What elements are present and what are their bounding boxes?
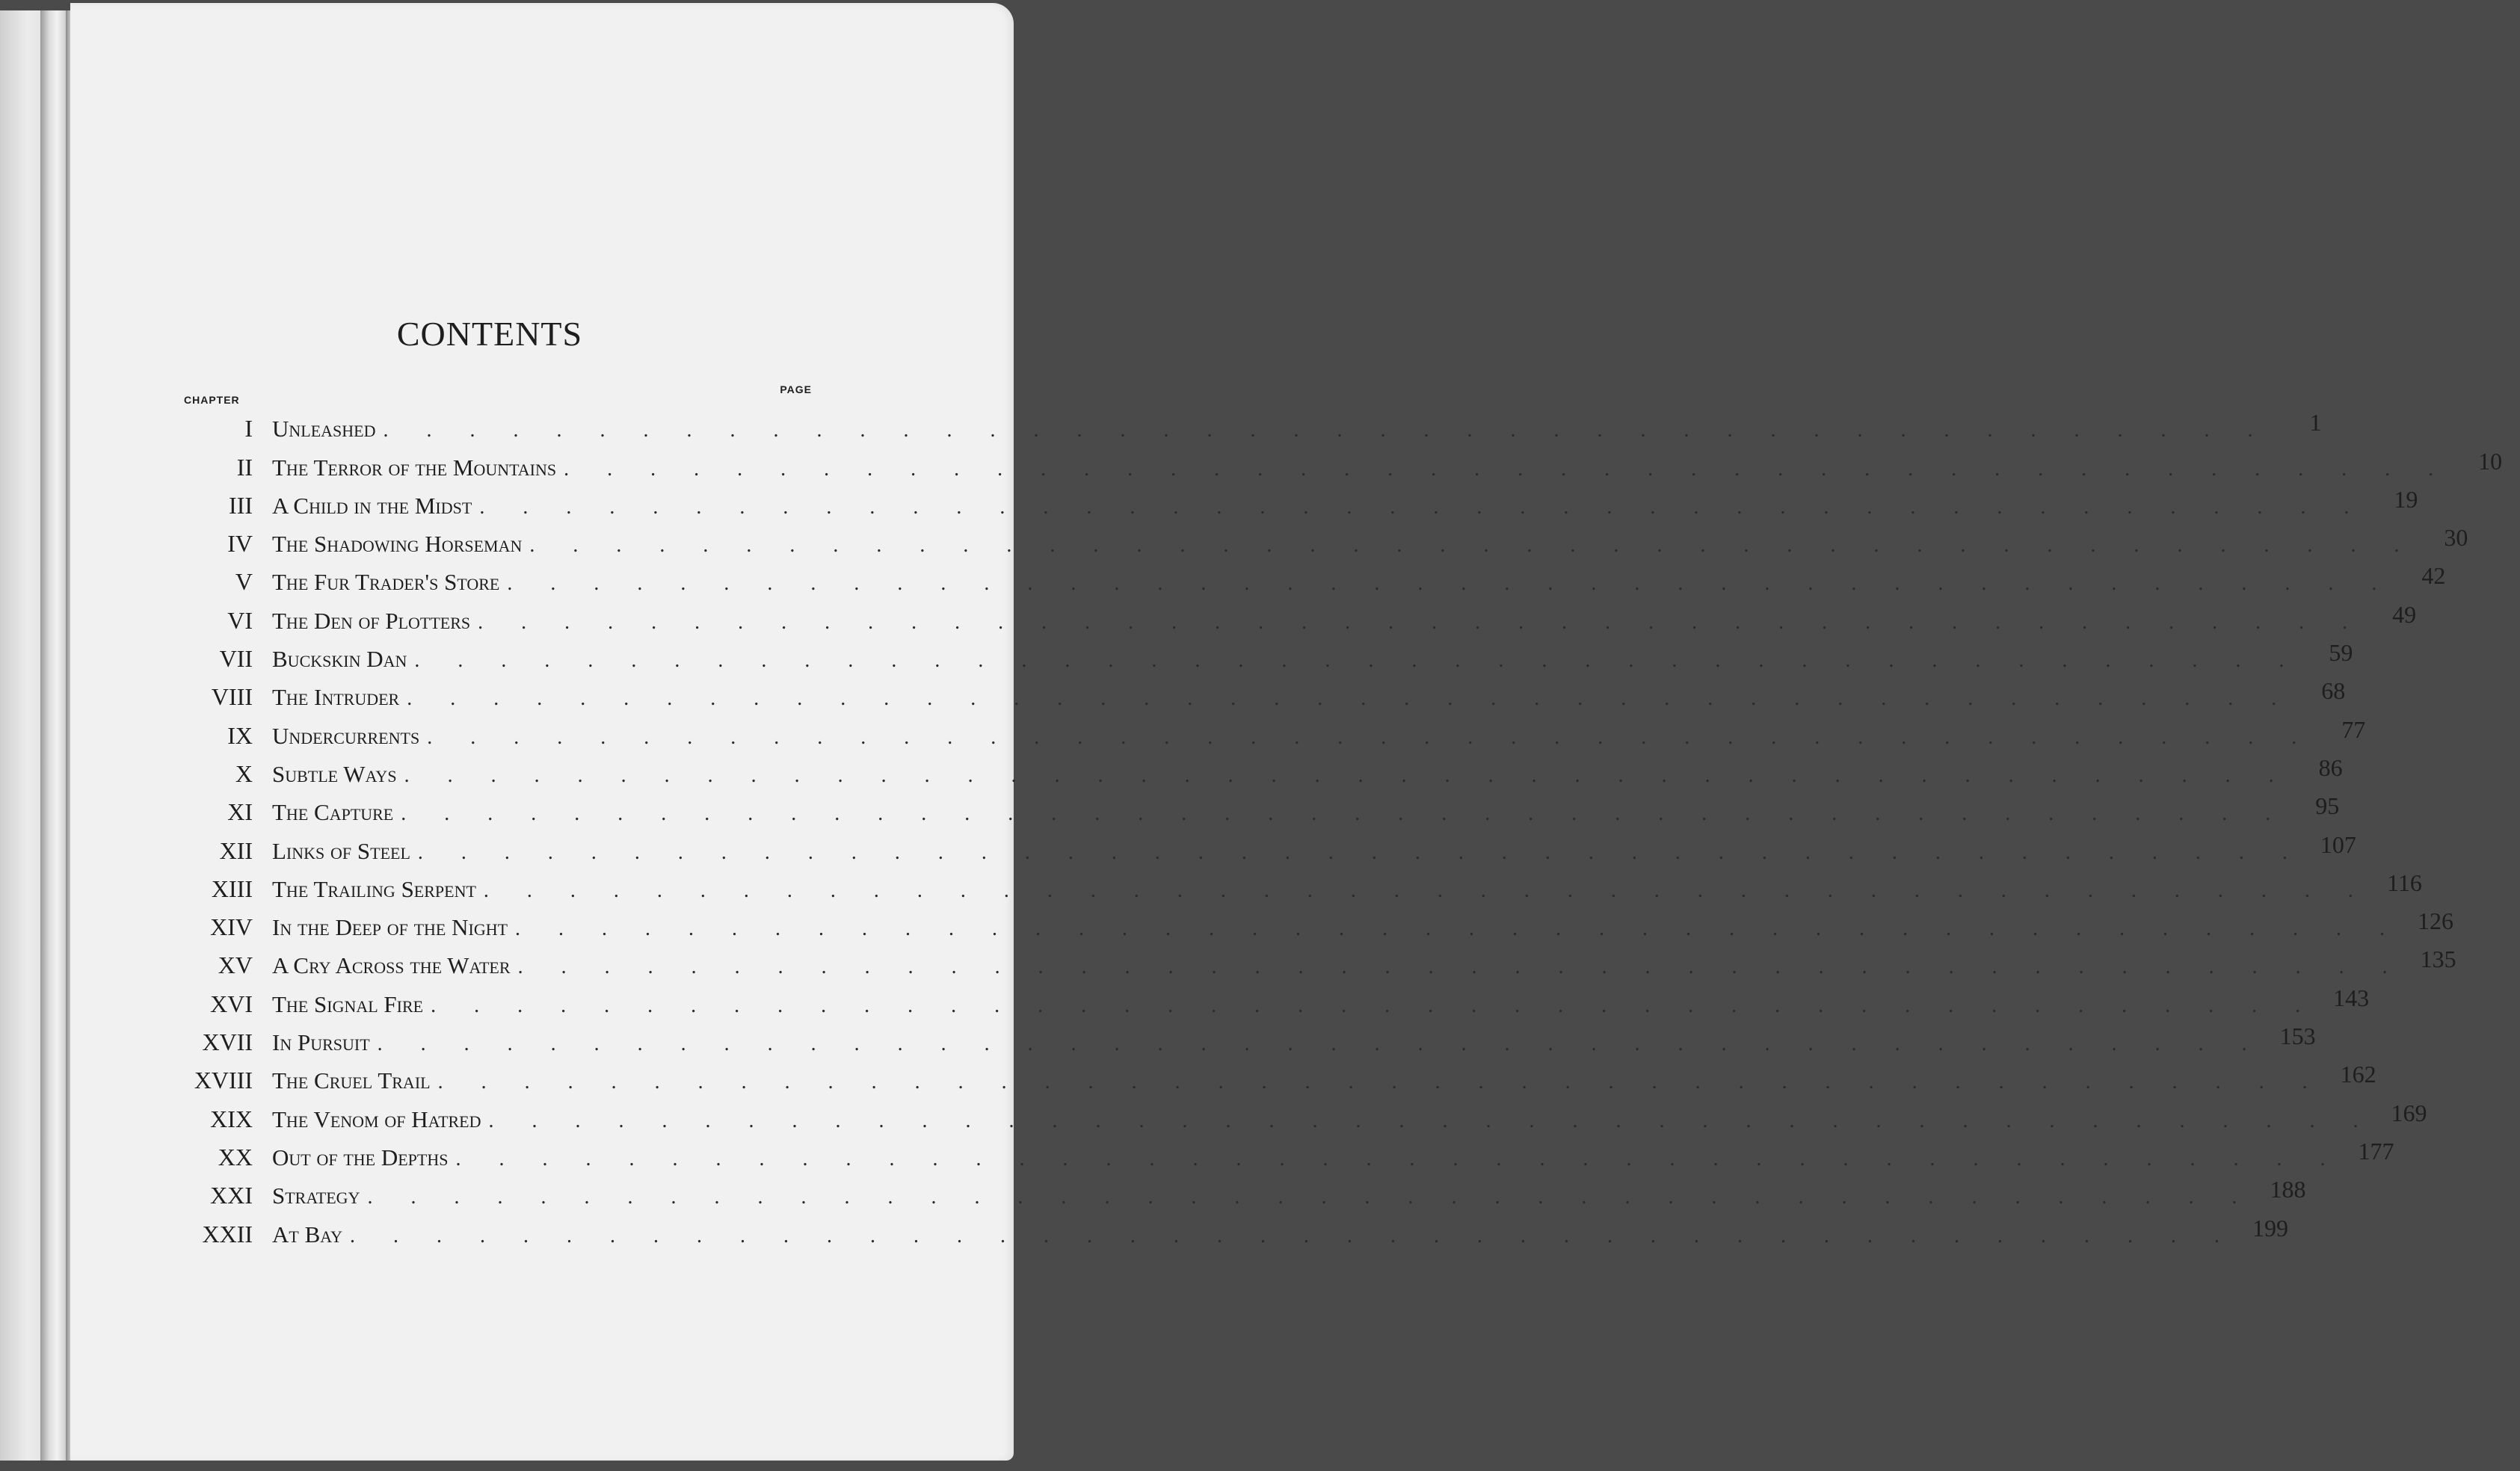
contents-entry (112, 442, 2503, 481)
contents-entry (112, 1209, 2289, 1248)
chapter-title: The Cruel Trail (272, 1067, 431, 1094)
chapter-number: VI (227, 606, 253, 634)
chapter-number: XV (218, 952, 253, 979)
chapter-title: Strategy (272, 1182, 360, 1209)
page-number: 199 (2252, 1214, 2289, 1242)
column-headers (112, 383, 845, 404)
page-number: 107 (2320, 830, 2356, 858)
page-number: 177 (2358, 1137, 2394, 1165)
chapter-number: XII (219, 836, 253, 864)
page-number: 49 (2392, 600, 2417, 628)
chapter-number: XIV (210, 913, 253, 941)
dot-leader: . . . . . . . . . . . . . . . . . . . . . . . . . . . . . . . . . . . . . . . . . . . . (529, 534, 2416, 558)
page-number: 162 (2340, 1061, 2376, 1088)
dot-leader: . . . . . . . . . . . . . . . . . . . . . . . . . . . . . . . . . . . . . . . . . . . . (507, 572, 2394, 596)
contents-entry (112, 519, 2468, 558)
chapter-title: Out of the Depths (272, 1144, 449, 1171)
dot-leader: . . . . . . . . . . . . . . . . . . . . . . . . . . . . . . . . . . . . . . . . . . . . (437, 1070, 2324, 1094)
contents-entry (112, 558, 2446, 596)
dot-leader: . . . . . . . . . . . . . . . . . . . . . . . . . . . . . . . . . . . . . . . . . . . . (517, 955, 2404, 979)
dot-leader: . . . . . . . . . . . . . . . . . . . . . . . . . . . . . . . . . . . . . . . . . . . . (377, 1032, 2264, 1056)
chapter-title: The Venom of Hatred (272, 1105, 481, 1132)
chapter-number: IX (227, 721, 253, 749)
chapter-number: III (229, 491, 253, 519)
chapter-number: IV (227, 530, 253, 558)
chapter-title: Buckskin Dan (272, 646, 407, 673)
contents-entry (112, 635, 2353, 673)
chapter-number: VII (219, 645, 253, 673)
page-number: 68 (2321, 677, 2346, 705)
page-number: 143 (2333, 984, 2370, 1011)
dot-leader: . . . . . . . . . . . . . . . . . . . . . . . . . . . . . . . . . . . . . . . . . . . . (367, 1185, 2254, 1209)
chapter-number: V (235, 568, 253, 596)
contents-entry (112, 788, 2340, 826)
chapter-title: A Child in the Midst (272, 492, 472, 519)
dot-leader: . . . . . . . . . . . . . . . . . . . . . . . . . . . . . . . . . . . . . . . . . . . . (383, 419, 2270, 442)
dot-leader: . . . . . . . . . . . . . . . . . . . . . . . . . . . . . . . . . . . . . . . . . . . . (417, 840, 2304, 864)
dot-leader: . . . . . . . . . . . . . . . . . . . . . . . . . . . . . . . . . . . . . . . . . . . . (564, 457, 2450, 481)
page-number: 153 (2279, 1023, 2316, 1050)
contents-entry (112, 1133, 2394, 1171)
chapter-title: Undercurrents (272, 722, 420, 749)
page-number: 188 (2270, 1176, 2306, 1203)
contents-entry (112, 865, 2422, 903)
chapter-number: XIII (211, 875, 253, 902)
contents-entry (112, 826, 2356, 864)
dot-leader: . . . . . . . . . . . . . . . . . . . . . . . . . . . . . . . . . . . . . . . . . . . . (401, 802, 2288, 826)
contents-list (112, 404, 2503, 1248)
chapter-number: XI (227, 798, 253, 826)
contents-entry (112, 979, 2370, 1017)
dot-leader: . . . . . . . . . . . . . . . . . . . . . . . . . . . . . . . . . . . . . . . . . . . . (350, 1224, 2237, 1248)
page-number: 135 (2420, 946, 2456, 973)
page-number: 126 (2418, 907, 2454, 935)
contents-entry (112, 481, 2418, 519)
left-page-edge (0, 10, 46, 1461)
chapter-title: The Den of Plotters (272, 607, 471, 634)
page-number: 42 (2421, 562, 2446, 590)
contents-entry (112, 596, 2417, 634)
dot-leader: . . . . . . . . . . . . . . . . . . . . . . . . . . . . . . . . . . . . . . . . . . . . (478, 610, 2365, 634)
contents-entry (112, 1171, 2306, 1209)
page-column-label: PAGE (780, 383, 812, 395)
page-number: 77 (2341, 715, 2366, 743)
chapter-title: In the Deep of the Night (272, 914, 508, 941)
dot-leader: . . . . . . . . . . . . . . . . . . . . . . . . . . . . . . . . . . . . . . . . . . . . (455, 1147, 2342, 1171)
chapter-title: At Bay (272, 1221, 343, 1248)
contents-entry (112, 673, 2346, 711)
chapter-title: The Fur Trader's Store (272, 569, 500, 596)
chapter-number: VIII (211, 683, 253, 711)
dot-leader: . . . . . . . . . . . . . . . . . . . . . . . . . . . . . . . . . . . . . . . . . . . . (407, 687, 2293, 711)
dot-leader: . . . . . . . . . . . . . . . . . . . . . . . . . . . . . . . . . . . . . . . . . . . . (414, 649, 2301, 673)
chapter-number: XX (218, 1143, 253, 1171)
page-number: 1 (2309, 409, 2322, 437)
page-number: 116 (2387, 869, 2422, 896)
contents-entry (112, 903, 2454, 941)
chapter-title: The Shadowing Horseman (272, 531, 523, 558)
page-number: 169 (2391, 1099, 2427, 1126)
chapter-title: A Cry Across the Water (272, 952, 511, 979)
chapter-number: I (244, 415, 253, 442)
dot-leader: . . . . . . . . . . . . . . . . . . . . . . . . . . . . . . . . . . . . . . . . . . . . (488, 1108, 2375, 1132)
chapter-number: XVII (202, 1029, 253, 1056)
chapter-title: Unleashed (272, 416, 376, 442)
dot-leader: . . . . . . . . . . . . . . . . . . . . . . . . . . . . . . . . . . . . . . . . . . . . (483, 878, 2370, 902)
table-of-contents (112, 314, 2503, 1248)
chapter-number: XXII (202, 1220, 253, 1248)
contents-entry (112, 404, 2322, 442)
chapter-number: X (235, 759, 253, 787)
contents-entry (112, 1018, 2316, 1056)
page-number: 95 (2315, 792, 2340, 820)
dot-leader: . . . . . . . . . . . . . . . . . . . . . . . . . . . . . . . . . . . . . . . . . . . . (427, 725, 2314, 749)
page-number: 10 (2478, 447, 2503, 475)
chapter-title: The Trailing Serpent (272, 875, 476, 902)
chapter-number: XIX (210, 1105, 253, 1132)
chapter-number: XVI (210, 990, 253, 1017)
page-number: 30 (2444, 524, 2468, 552)
contents-entry (112, 711, 2366, 749)
dot-leader: . . . . . . . . . . . . . . . . . . . . . . . . . . . . . . . . . . . . . . . . . . . . (479, 495, 2366, 519)
chapter-title: The Capture (272, 799, 394, 826)
chapter-title: In Pursuit (272, 1029, 370, 1056)
chapter-number: XVIII (194, 1067, 253, 1094)
contents-entry (112, 1094, 2427, 1132)
page-number: 59 (2329, 639, 2353, 667)
chapter-number: XXI (210, 1182, 253, 1209)
dot-leader: . . . . . . . . . . . . . . . . . . . . . . . . . . . . . . . . . . . . . . . . . . . . (515, 917, 2402, 941)
contents-entry (112, 941, 2456, 979)
contents-entry (112, 750, 2343, 788)
chapter-title: The Intruder (272, 684, 400, 711)
chapter-column-label: CHAPTER (184, 394, 240, 406)
chapter-title: The Terror of the Mountains (272, 454, 557, 481)
page-title: CONTENTS (396, 315, 583, 353)
chapter-number: II (236, 453, 253, 481)
chapter-title: The Signal Fire (272, 990, 424, 1017)
chapter-title: Links of Steel (272, 837, 410, 864)
page-number: 86 (2318, 753, 2343, 781)
dot-leader: . . . . . . . . . . . . . . . . . . . . . . . . . . . . . . . . . . . . . . . . . . . . (431, 993, 2317, 1017)
page-number: 19 (2394, 485, 2418, 513)
chapter-title: Subtle Ways (272, 760, 397, 787)
contents-entry (112, 1056, 2376, 1094)
dot-leader: . . . . . . . . . . . . . . . . . . . . . . . . . . . . . . . . . . . . . . . . . . . . (404, 763, 2291, 787)
